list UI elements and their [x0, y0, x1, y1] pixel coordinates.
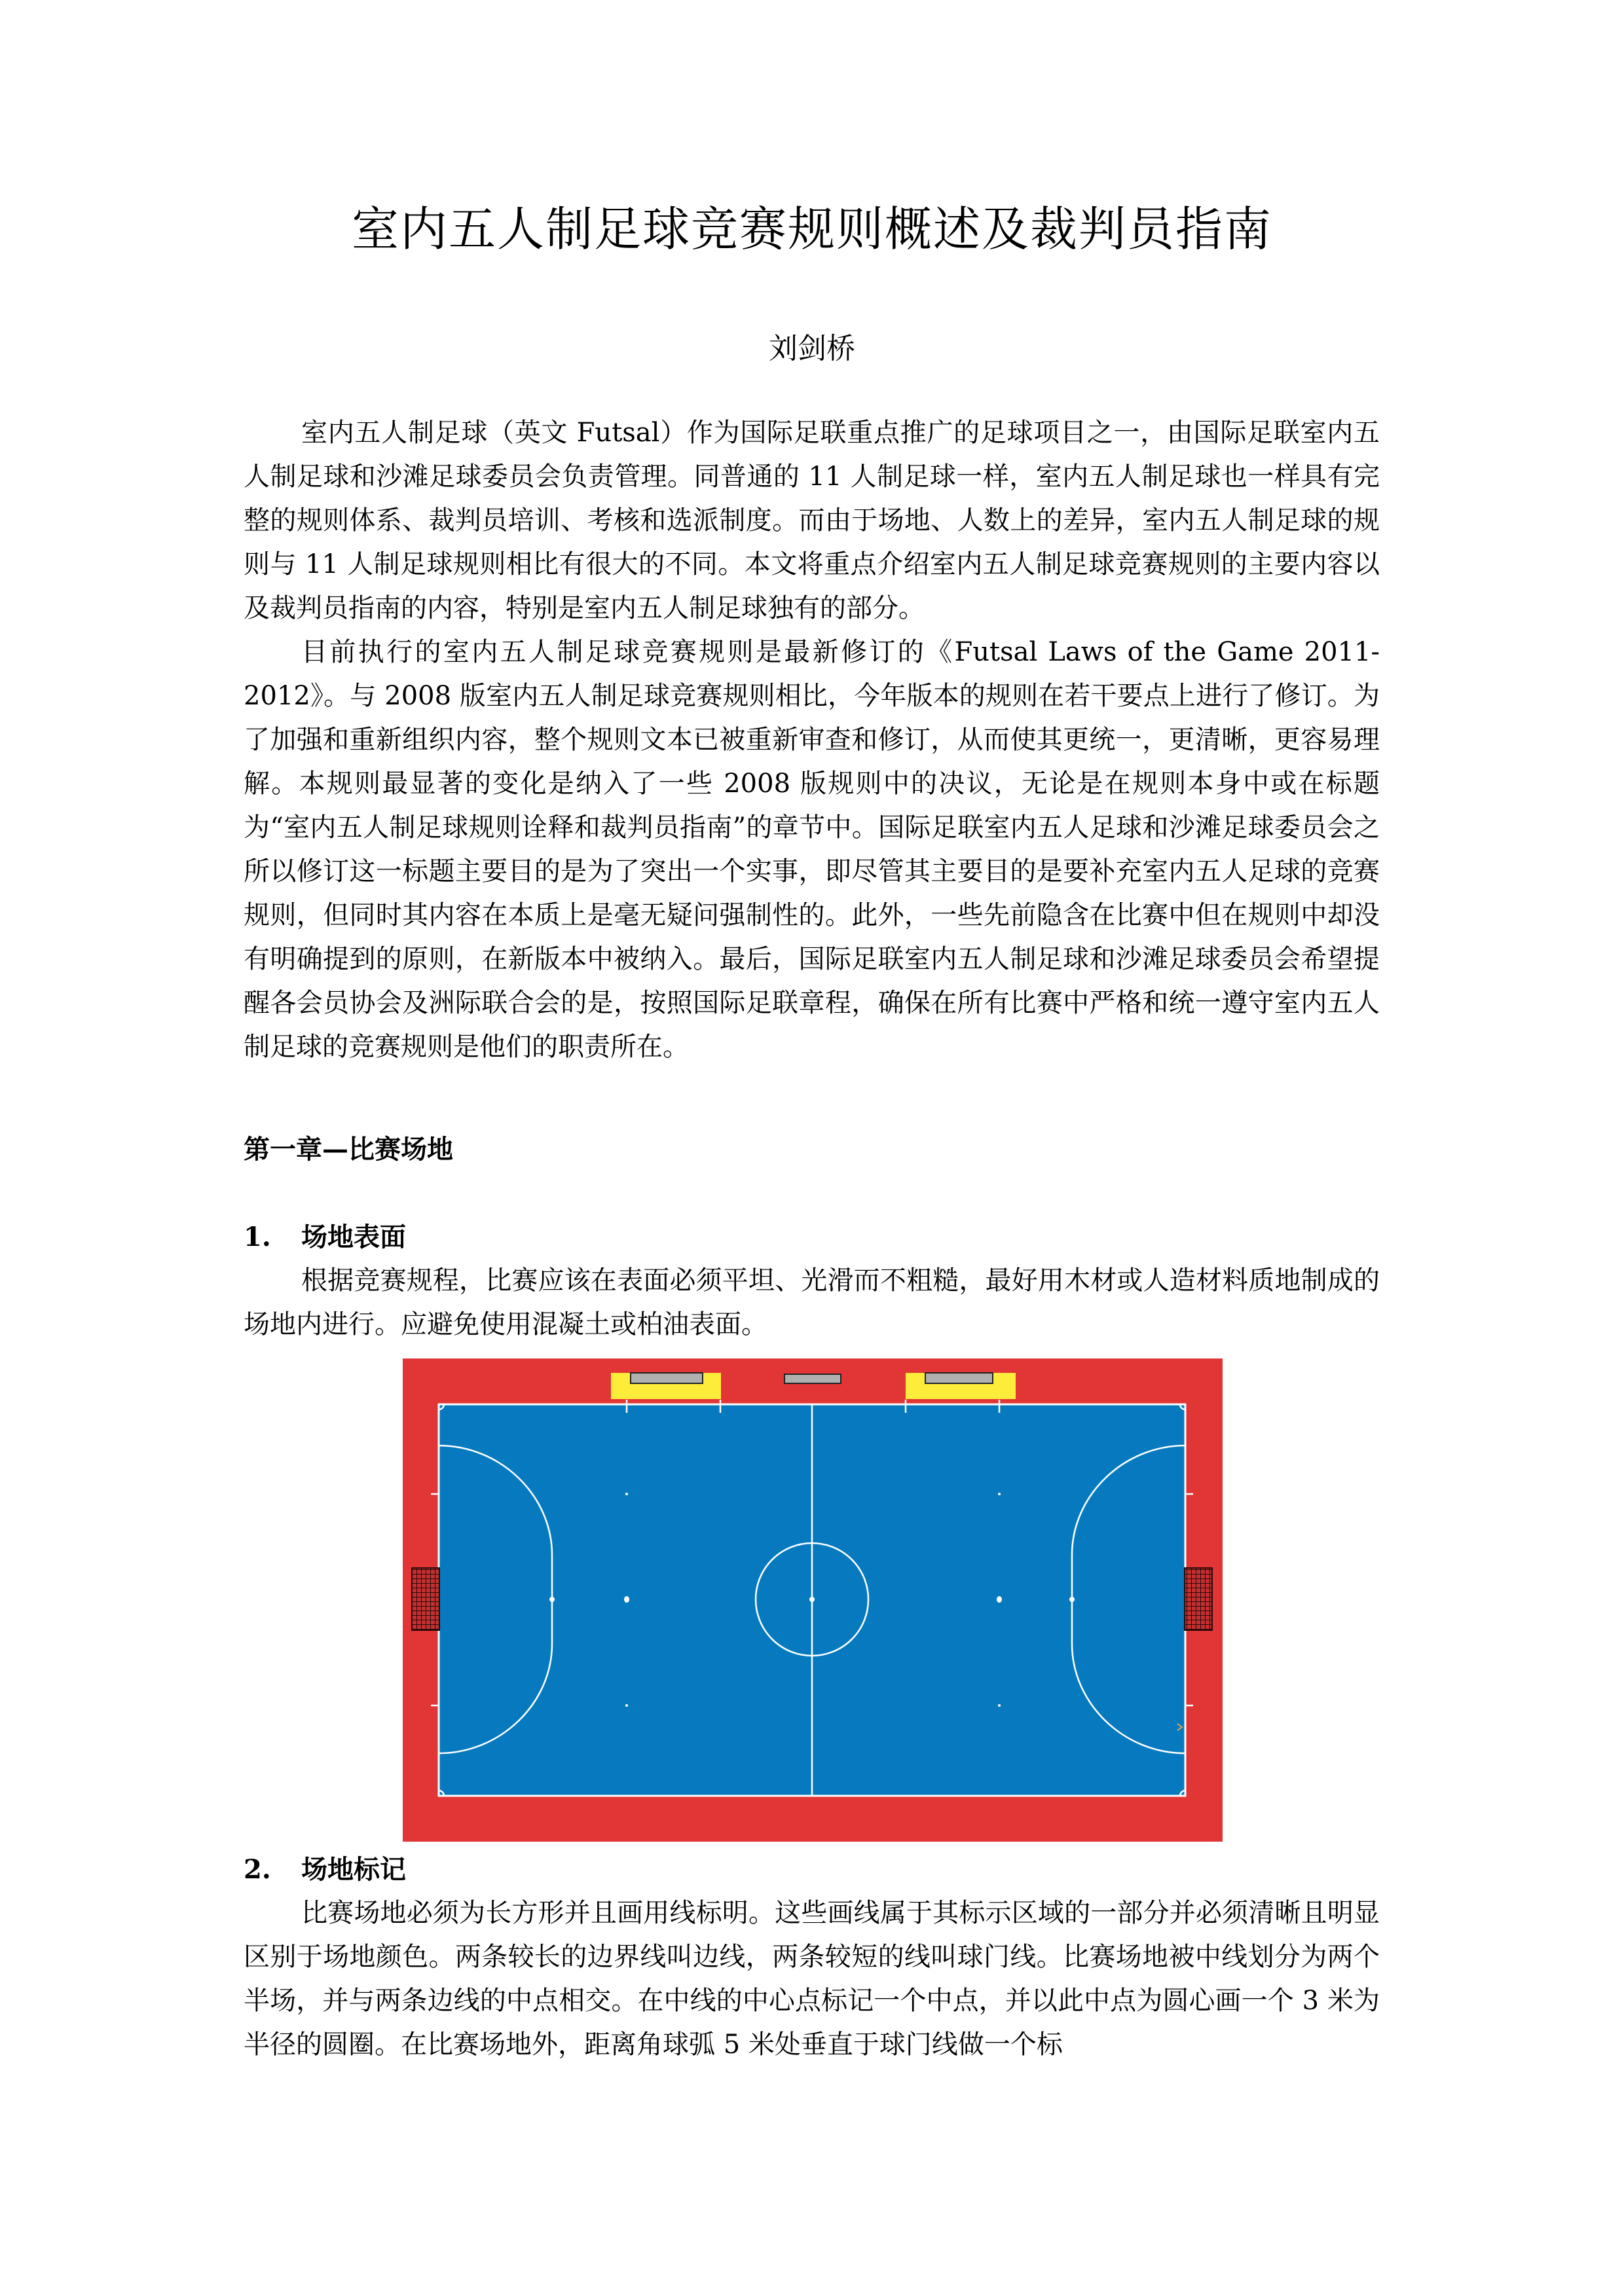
section-2-title: 场地标记	[301, 1854, 406, 1885]
futsal-court-diagram	[403, 1358, 1223, 1842]
goal-right	[1185, 1568, 1212, 1630]
section-2-text: 比赛场地必须为长方形并且画用线标明。这些画线属于其标示区域的一部分并必须清晰且明显区别于场地颜色。两条较长的边界线叫边线，两条较短的线叫球门线。比赛场地被中线划分为两个半场，并与两条边线的中点相交。在中线的中心点标记一个中点，并以此中点为圆心画一个 3 米为半径的圆圈。在比赛场地外，距离角球弧 5 米处垂直于球门线做一个标	[244, 1898, 1380, 2060]
team-bench-left	[631, 1373, 703, 1383]
section-1-number: 1.	[244, 1222, 271, 1252]
section-2-number: 2.	[244, 1854, 271, 1885]
futsal-court-figure	[403, 1358, 1223, 1842]
section-2	[244, 1848, 1380, 2067]
centre-mark	[809, 1597, 815, 1602]
intro-paragraph-1: 室内五人制足球（英文 Futsal）作为国际足联重点推广的足球项目之一，由国际足联室内五人制足球和沙滩足球委员会负责管理。同普通的 11 人制足球一样，室内五人制足球也一样具有完整的规则体系、裁判员培训、考核和选派制度。而由于场地、人数上的差异，室内五人制足球的规则与 11 人制足球规则相比有很大的不同。本文将重点介绍室内五人制足球竞赛规则的主要内容以及裁判员指南的内容，特别是室内五人制足球独有的部分。	[244, 418, 1380, 623]
chapter-title: 第一章—比赛场地	[244, 1134, 453, 1165]
second-penalty-mark-right	[997, 1596, 1002, 1603]
second-penalty-mark-left	[624, 1596, 629, 1603]
penalty-mark-right	[1069, 1597, 1075, 1602]
section-1-text: 根据竞赛规程，比赛应该在表面必须平坦、光滑而不粗糙，最好用木材或人造材料质地制成的场地内进行。应避免使用混凝土或柏油表面。	[244, 1266, 1380, 1339]
penalty-mark-left	[549, 1597, 555, 1602]
section-1-heading	[244, 1215, 1380, 1259]
intro-section	[244, 411, 1380, 1069]
team-bench-right	[925, 1373, 993, 1383]
timekeeper-table	[784, 1374, 841, 1383]
section-1	[244, 1215, 1380, 1347]
section-2-heading	[244, 1848, 1380, 1891]
section-1-title: 场地表面	[301, 1222, 406, 1252]
intro-paragraph-2: 目前执行的室内五人制足球竞赛规则是最新修订的《Futsal Laws of the Game 2011-2012》。与 2008 版室内五人制足球竞赛规则相比，今年版本的规则在若干要点上进行了修订。为了加强和重新组织内容，整个规则文本已被重新审查和修订，从而使其更统一，更清晰，更容易理解。本规则最显著的变化是纳入了一些 2008 版规则中的决议，无论是在规则本身中或在标题为“室内五人制足球规则诠释和裁判员指南”的章节中。国际足联室内五人足球和沙滩足球委员会之所以修订这一标题主要目的是为了突出一个实事，即尽管其主要目的是要补充室内五人足球的竞赛规则，但同时其内容在本质上是毫无疑问强制性的。此外，一些先前隐含在比赛中但在规则中却没有明确提到的原则，在新版本中被纳入。最后，国际足联室内五人制足球和沙滩足球委员会希望提醒各会员协会及洲际联合会的是，按照国际足联章程，确保在所有比赛中严格和统一遵守室内五人制足球的竞赛规则是他们的职责所在。	[244, 637, 1380, 1062]
document-title: 室内五人制足球竞赛规则概述及裁判员指南	[351, 202, 1272, 257]
goal-left	[412, 1568, 439, 1630]
document-author: 刘剑桥	[769, 332, 855, 365]
chapter-heading-block	[244, 1127, 1380, 1171]
